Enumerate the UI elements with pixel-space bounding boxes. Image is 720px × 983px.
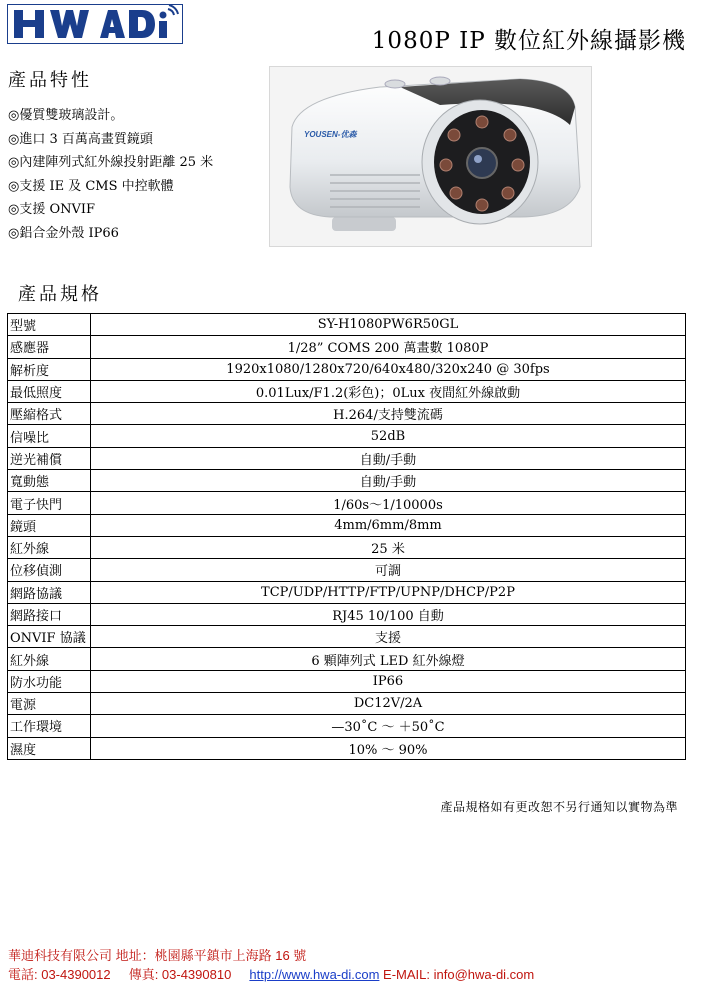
spec-value: 52dB — [91, 425, 686, 447]
spec-value: 自動/手動 — [91, 447, 686, 469]
spec-value: 可調 — [91, 559, 686, 581]
spec-value: 自動/手動 — [91, 470, 686, 492]
spec-label: 位移偵測 — [8, 559, 91, 581]
spec-row — [8, 648, 686, 670]
camera-brand-label: YOUSEN-优森 — [304, 130, 357, 139]
features-heading: 產品特性 — [8, 70, 92, 91]
spec-row — [8, 403, 686, 425]
spec-value: 1/60s～1/10000s — [91, 492, 686, 514]
spec-row — [8, 470, 686, 492]
spec-label: 電源 — [8, 693, 91, 715]
spec-row — [8, 425, 686, 447]
spec-label: 鏡頭 — [8, 514, 91, 536]
spec-row — [8, 536, 686, 558]
spec-table — [7, 313, 686, 760]
spec-value: DC12V/2A — [91, 693, 686, 715]
document-title: 1080P IP 數位紅外線攝影機 — [371, 28, 686, 54]
spec-label: 感應器 — [8, 336, 91, 358]
spec-label: 解析度 — [8, 358, 91, 380]
spec-value: TCP/UDP/HTTP/FTP/UPNP/DHCP/P2P — [91, 581, 686, 603]
spec-value: 0.01Lux/F1.2(彩色)；0Lux 夜間紅外線啟動 — [91, 380, 686, 402]
spec-label: 最低照度 — [8, 380, 91, 402]
feature-item: ◎進口 3 百萬高畫質鏡頭 — [8, 131, 153, 147]
spec-value: 1920x1080/1280x720/640x480/320x240 @ 30fps — [91, 358, 686, 380]
spec-label: 濕度 — [8, 737, 91, 759]
spec-value: 25 米 — [91, 536, 686, 558]
company-logo — [7, 4, 183, 44]
spec-row — [8, 336, 686, 358]
spec-value: 1/28” COMS 200 萬畫數 1080P — [91, 336, 686, 358]
spec-value: —30˚C ～ ＋50˚C — [91, 715, 686, 737]
feature-item: ◎鋁合金外殼 IP66 — [8, 225, 119, 241]
spec-row — [8, 492, 686, 514]
footer-website-link[interactable]: http://www.hwa-di.com — [249, 967, 380, 982]
spec-label: 紅外線 — [8, 536, 91, 558]
spec-row — [8, 693, 686, 715]
spec-row — [8, 358, 686, 380]
spec-label: 網路接口 — [8, 603, 91, 625]
spec-label: 紅外線 — [8, 648, 91, 670]
spec-label: 電子快門 — [8, 492, 91, 514]
spec-label: 寬動態 — [8, 470, 91, 492]
feature-item: ◎支援 ONVIF — [8, 202, 96, 217]
spec-label: 型號 — [8, 314, 91, 336]
spec-value: 6 顆陣列式 LED 紅外線燈 — [91, 648, 686, 670]
spec-value: 10% ～ 90% — [91, 737, 686, 759]
spec-row — [8, 670, 686, 692]
spec-value: RJ45 10/100 自動 — [91, 603, 686, 625]
spec-row — [8, 447, 686, 469]
footer-contact-line — [8, 964, 534, 983]
feature-item: ◎優質雙玻璃設計。 — [8, 108, 124, 123]
spec-label: 壓縮格式 — [8, 403, 91, 425]
spec-row — [8, 514, 686, 536]
spec-label: 網路協議 — [8, 581, 91, 603]
spec-label: 工作環境 — [8, 715, 91, 737]
spec-row — [8, 715, 686, 737]
footer-email: E-MAIL: info@hwa-di.com — [383, 967, 535, 982]
spec-label: 防水功能 — [8, 670, 91, 692]
spec-value: IP66 — [91, 670, 686, 692]
spec-row — [8, 380, 686, 402]
footer-company-line: 華迪科技有限公司 地址：桃園縣平鎮市上海路 16 號 — [8, 948, 307, 963]
spec-value: H.264/支持雙流碼 — [91, 403, 686, 425]
spec-row — [8, 626, 686, 648]
spec-row — [8, 314, 686, 336]
camera-illustration — [270, 67, 591, 246]
spec-row — [8, 737, 686, 759]
spec-label: 信噪比 — [8, 425, 91, 447]
feature-item: ◎支援 IE 及 CMS 中控軟體 — [8, 178, 174, 194]
footer-fax: 傳真: 03-4390810 — [128, 967, 232, 982]
spec-row — [8, 559, 686, 581]
footer-phone: 電話: 03-4390012 — [8, 967, 111, 982]
spec-value: 4mm/6mm/8mm — [91, 514, 686, 536]
feature-item: ◎內建陣列式紅外線投射距離 25 米 — [8, 155, 214, 170]
spec-value: SY-H1080PW6R50GL — [91, 314, 686, 336]
spec-value: 支援 — [91, 626, 686, 648]
features-list — [8, 104, 213, 245]
spec-row — [8, 603, 686, 625]
spec-row — [8, 581, 686, 603]
spec-note: 產品規格如有更改恕不另行通知以實物為準 — [440, 800, 678, 814]
product-photo — [269, 66, 592, 247]
spec-label: 逆光補償 — [8, 447, 91, 469]
specs-heading: 產品規格 — [18, 284, 102, 305]
spec-label: ONVIF 協議 — [8, 626, 91, 648]
